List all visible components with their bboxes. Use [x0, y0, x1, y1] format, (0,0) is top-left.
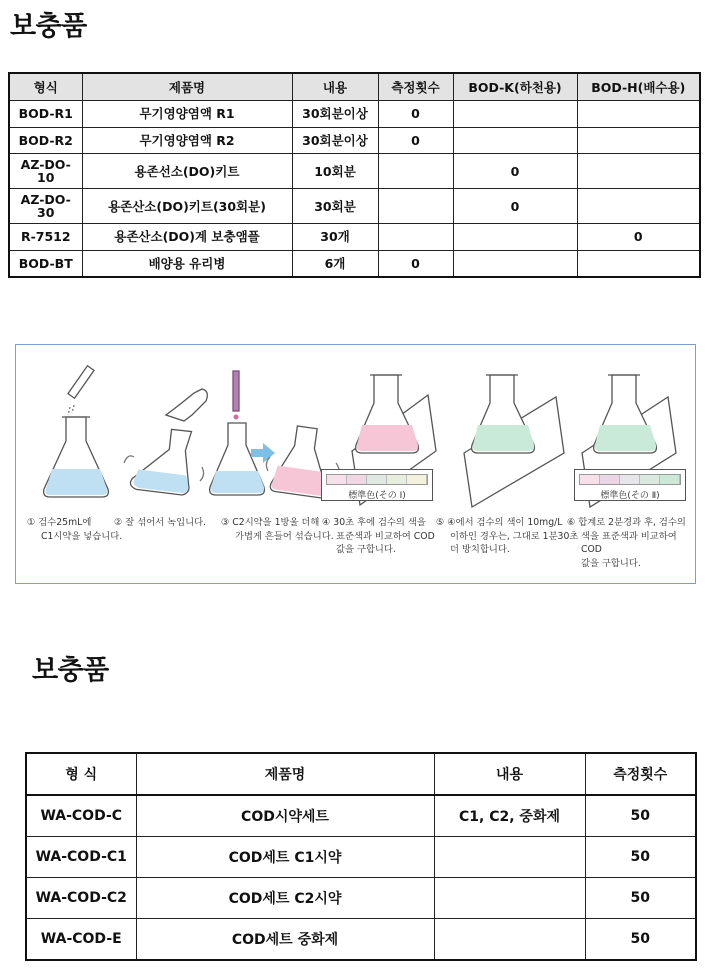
cell-bod-h — [577, 127, 700, 154]
cell-bod-h — [577, 101, 700, 128]
cell-content: 30회분 — [292, 189, 378, 224]
cell-product: COD세트 중화제 — [136, 919, 434, 961]
step-1-caption: ① 검수25mL에 C1시약을 넣습니다. — [27, 517, 123, 542]
chart-label-1: 標準色(その Ⅰ) — [348, 491, 406, 501]
cell-model: R-7512 — [9, 224, 82, 251]
col-header: 제품명 — [136, 753, 434, 795]
cell-bod-k: 0 — [453, 154, 577, 189]
cell-content: 30회분이상 — [292, 101, 378, 128]
cell-product: 용존산소(DO)계 보충앰플 — [82, 224, 292, 251]
cell-count — [378, 154, 453, 189]
cell-product: 배양용 유리병 — [82, 250, 292, 277]
table-row — [26, 878, 696, 919]
table-header-row — [26, 753, 696, 795]
table-row — [26, 919, 696, 961]
col-header: 내용 — [292, 73, 378, 101]
cell-count — [378, 224, 453, 251]
cell-model: WA-COD-C — [26, 795, 136, 837]
table-row — [9, 224, 700, 251]
col-header: 측정횟수 — [585, 753, 696, 795]
supply-table-2 — [25, 752, 697, 961]
cell-bod-k: 0 — [453, 189, 577, 224]
step-6-caption: ⑥ 합계로 2분경과 후, 검수의 색을 표준색과 비교하여 COD 값을 구합니다. — [567, 517, 686, 569]
flask-step2-icon — [124, 389, 207, 500]
cell-content — [434, 837, 585, 878]
step-4-caption: ④ 30초 후에 검수의 색을 표준색과 비교하여 COD 값을 구합니다. — [322, 517, 435, 555]
cell-bod-k — [453, 224, 577, 251]
cell-bod-k — [453, 127, 577, 154]
cell-count: 0 — [378, 101, 453, 128]
cell-content: 30개 — [292, 224, 378, 251]
section-title-2: 보충품 — [32, 655, 109, 686]
step-5-caption: ⑤ ④에서 검수의 색이 10mg/L 이하인 경우는, 그대로 1분30초 더 방치합니다. — [436, 517, 579, 555]
col-header: BOD-H(배수용) — [577, 73, 700, 101]
cell-model: AZ-DO-10 — [9, 154, 82, 189]
cell-product: 무기영양염액 R2 — [82, 127, 292, 154]
col-header: 측정횟수 — [378, 73, 453, 101]
table-row — [9, 250, 700, 277]
cell-product: 용존산소(DO)키트(30회분) — [82, 189, 292, 224]
table-row — [9, 154, 700, 189]
chart-label-2: 標準色(その Ⅱ) — [600, 491, 660, 501]
cell-bod-h — [577, 154, 700, 189]
cell-product: COD세트 C2시약 — [136, 878, 434, 919]
table-header-row — [9, 73, 700, 101]
cell-bod-h: 0 — [577, 224, 700, 251]
section-title-1: 보충품 — [10, 11, 87, 42]
cell-count — [378, 189, 453, 224]
supply-table-1 — [8, 72, 701, 278]
cell-product: COD시약세트 — [136, 795, 434, 837]
cell-content — [434, 919, 585, 961]
table-row — [9, 127, 700, 154]
table-row — [26, 837, 696, 878]
cell-model: AZ-DO-30 — [9, 189, 82, 224]
cell-content: 10회분 — [292, 154, 378, 189]
table-row — [9, 101, 700, 128]
col-header: 제품명 — [82, 73, 292, 101]
cell-count: 50 — [585, 837, 696, 878]
step-3-caption: ③ C2시약을 1방울 더해 가볍게 흔들어 섞습니다. — [221, 517, 334, 542]
cell-bod-k — [453, 250, 577, 277]
cell-count: 50 — [585, 919, 696, 961]
cell-count: 0 — [378, 127, 453, 154]
cell-model: WA-COD-E — [26, 919, 136, 961]
standard-color-chart-1 — [321, 469, 433, 501]
flask-step3-icon — [210, 371, 339, 499]
cell-model: WA-COD-C1 — [26, 837, 136, 878]
col-header: 형식 — [9, 73, 82, 101]
cell-model: BOD-R2 — [9, 127, 82, 154]
cell-product: 용존선소(DO)키트 — [82, 154, 292, 189]
col-header: BOD-K(하천용) — [453, 73, 577, 101]
cell-count: 50 — [585, 878, 696, 919]
cell-model: BOD-BT — [9, 250, 82, 277]
flask-step5-icon — [464, 375, 564, 507]
cod-procedure-illustration — [15, 344, 696, 584]
cell-product: COD세트 C1시약 — [136, 837, 434, 878]
col-header: 형 식 — [26, 753, 136, 795]
flask-step1-icon — [44, 366, 109, 497]
cell-bod-h — [577, 250, 700, 277]
table-row — [26, 795, 696, 837]
cell-content: 6개 — [292, 250, 378, 277]
cell-model: BOD-R1 — [9, 101, 82, 128]
cell-bod-h — [577, 189, 700, 224]
cell-bod-k — [453, 101, 577, 128]
cell-model: WA-COD-C2 — [26, 878, 136, 919]
cell-content: C1, C2, 중화제 — [434, 795, 585, 837]
cell-count: 0 — [378, 250, 453, 277]
cell-content — [434, 878, 585, 919]
table-row — [9, 189, 700, 224]
col-header: 내용 — [434, 753, 585, 795]
cell-content: 30회분이상 — [292, 127, 378, 154]
cell-count: 50 — [585, 795, 696, 837]
step-2-caption: ② 잘 섞어서 녹입니다. — [114, 517, 207, 528]
cell-product: 무기영양염액 R1 — [82, 101, 292, 128]
standard-color-chart-2 — [574, 469, 686, 501]
